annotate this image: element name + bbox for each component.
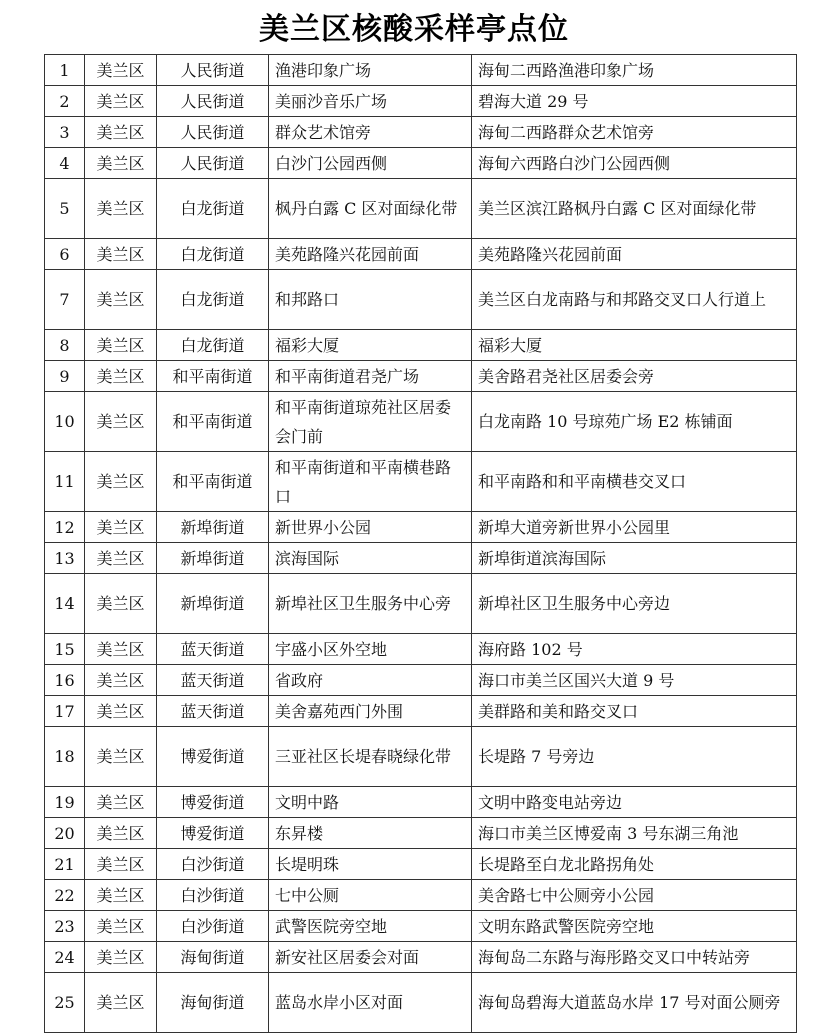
row-number: 21 [45,849,85,880]
table-row [45,942,797,973]
district-cell: 美兰区 [85,543,157,574]
table-row [45,880,797,911]
site-name-cell: 渔港印象广场 [269,55,472,86]
street-cell: 人民街道 [157,86,269,117]
site-name-cell: 新埠社区卫生服务中心旁 [269,574,472,634]
district-cell: 美兰区 [85,86,157,117]
street-cell: 新埠街道 [157,574,269,634]
table-row [45,270,797,330]
district-cell: 美兰区 [85,392,157,452]
table-row [45,86,797,117]
site-name-cell: 东昇楼 [269,818,472,849]
address-cell: 美舍路七中公厕旁小公园 [472,880,797,911]
street-cell: 新埠街道 [157,543,269,574]
site-name-cell: 和平南街道琼苑社区居委会门前 [269,392,472,452]
street-cell: 博爱街道 [157,727,269,787]
table-row [45,696,797,727]
address-cell: 文明中路变电站旁边 [472,787,797,818]
district-cell: 美兰区 [85,55,157,86]
address-cell: 海甸二西路群众艺术馆旁 [472,117,797,148]
row-number: 6 [45,239,85,270]
street-cell: 海甸街道 [157,973,269,1033]
address-cell: 长堤路 7 号旁边 [472,727,797,787]
site-name-cell: 七中公厕 [269,880,472,911]
district-cell: 美兰区 [85,452,157,512]
street-cell: 蓝天街道 [157,665,269,696]
district-cell: 美兰区 [85,942,157,973]
row-number: 14 [45,574,85,634]
row-number: 10 [45,392,85,452]
table-row [45,665,797,696]
address-cell: 海口市美兰区国兴大道 9 号 [472,665,797,696]
table-row [45,55,797,86]
site-name-cell: 新世界小公园 [269,512,472,543]
table-row [45,574,797,634]
row-number: 18 [45,727,85,787]
site-name-cell: 美丽沙音乐广场 [269,86,472,117]
table-row [45,452,797,512]
table-row [45,392,797,452]
district-cell: 美兰区 [85,117,157,148]
address-cell: 美兰区滨江路枫丹白露 C 区对面绿化带 [472,179,797,239]
district-cell: 美兰区 [85,880,157,911]
street-cell: 人民街道 [157,55,269,86]
row-number: 23 [45,911,85,942]
street-cell: 博爱街道 [157,787,269,818]
site-name-cell: 和邦路口 [269,270,472,330]
site-name-cell: 武警医院旁空地 [269,911,472,942]
row-number: 12 [45,512,85,543]
site-name-cell: 蓝岛水岸小区对面 [269,973,472,1033]
row-number: 2 [45,86,85,117]
row-number: 17 [45,696,85,727]
street-cell: 人民街道 [157,117,269,148]
row-number: 7 [45,270,85,330]
district-cell: 美兰区 [85,787,157,818]
district-cell: 美兰区 [85,634,157,665]
sampling-sites-table [44,54,797,1033]
row-number: 1 [45,55,85,86]
site-name-cell: 宇盛小区外空地 [269,634,472,665]
address-cell: 福彩大厦 [472,330,797,361]
row-number: 8 [45,330,85,361]
street-cell: 蓝天街道 [157,634,269,665]
address-cell: 新埠大道旁新世界小公园里 [472,512,797,543]
district-cell: 美兰区 [85,973,157,1033]
table-row [45,787,797,818]
street-cell: 人民街道 [157,148,269,179]
address-cell: 美舍路君尧社区居委会旁 [472,361,797,392]
site-name-cell: 白沙门公园西侧 [269,148,472,179]
district-cell: 美兰区 [85,179,157,239]
district-cell: 美兰区 [85,270,157,330]
address-cell: 新埠街道滨海国际 [472,543,797,574]
row-number: 13 [45,543,85,574]
street-cell: 海甸街道 [157,942,269,973]
district-cell: 美兰区 [85,696,157,727]
address-cell: 美兰区白龙南路与和邦路交叉口人行道上 [472,270,797,330]
site-name-cell: 省政府 [269,665,472,696]
document-title: 美兰区核酸采样亭点位 [259,12,569,47]
street-cell: 蓝天街道 [157,696,269,727]
district-cell: 美兰区 [85,574,157,634]
district-cell: 美兰区 [85,849,157,880]
row-number: 20 [45,818,85,849]
district-cell: 美兰区 [85,330,157,361]
street-cell: 白龙街道 [157,270,269,330]
row-number: 5 [45,179,85,239]
address-cell: 海甸岛碧海大道蓝岛水岸 17 号对面公厕旁 [472,973,797,1033]
table-body [45,55,797,1033]
address-cell: 海府路 102 号 [472,634,797,665]
street-cell: 新埠街道 [157,512,269,543]
row-number: 4 [45,148,85,179]
site-name-cell: 和平南街道和平南横巷路口 [269,452,472,512]
district-cell: 美兰区 [85,727,157,787]
address-cell: 和平南路和和平南横巷交叉口 [472,452,797,512]
site-name-cell: 和平南街道君尧广场 [269,361,472,392]
street-cell: 白沙街道 [157,880,269,911]
table-row [45,849,797,880]
address-cell: 海甸六西路白沙门公园西侧 [472,148,797,179]
street-cell: 和平南街道 [157,452,269,512]
street-cell: 白沙街道 [157,849,269,880]
table-row [45,727,797,787]
address-cell: 文明东路武警医院旁空地 [472,911,797,942]
address-cell: 海口市美兰区博爱南 3 号东湖三角池 [472,818,797,849]
address-cell: 长堤路至白龙北路拐角处 [472,849,797,880]
street-cell: 白龙街道 [157,179,269,239]
street-cell: 和平南街道 [157,392,269,452]
site-name-cell: 新安社区居委会对面 [269,942,472,973]
street-cell: 和平南街道 [157,361,269,392]
district-cell: 美兰区 [85,361,157,392]
address-cell: 白龙南路 10 号琼苑广场 E2 栋铺面 [472,392,797,452]
street-cell: 白龙街道 [157,239,269,270]
table-row [45,148,797,179]
table-row [45,543,797,574]
site-name-cell: 福彩大厦 [269,330,472,361]
address-cell: 美群路和美和路交叉口 [472,696,797,727]
district-cell: 美兰区 [85,818,157,849]
district-cell: 美兰区 [85,512,157,543]
site-name-cell: 美舍嘉苑西门外围 [269,696,472,727]
table-row [45,512,797,543]
site-name-cell: 三亚社区长堤春晓绿化带 [269,727,472,787]
row-number: 22 [45,880,85,911]
table-row [45,634,797,665]
table-row [45,330,797,361]
street-cell: 白沙街道 [157,911,269,942]
table-row [45,117,797,148]
table-row [45,179,797,239]
street-cell: 博爱街道 [157,818,269,849]
table-row [45,361,797,392]
row-number: 16 [45,665,85,696]
site-name-cell: 长堤明珠 [269,849,472,880]
table-row [45,239,797,270]
address-cell: 碧海大道 29 号 [472,86,797,117]
street-cell: 白龙街道 [157,330,269,361]
site-name-cell: 群众艺术馆旁 [269,117,472,148]
table-row [45,911,797,942]
row-number: 24 [45,942,85,973]
address-cell: 海甸二西路渔港印象广场 [472,55,797,86]
address-cell: 海甸岛二东路与海彤路交叉口中转站旁 [472,942,797,973]
row-number: 25 [45,973,85,1033]
district-cell: 美兰区 [85,911,157,942]
site-name-cell: 美苑路隆兴花园前面 [269,239,472,270]
site-name-cell: 文明中路 [269,787,472,818]
row-number: 9 [45,361,85,392]
table-row [45,973,797,1033]
row-number: 3 [45,117,85,148]
row-number: 15 [45,634,85,665]
site-name-cell: 枫丹白露 C 区对面绿化带 [269,179,472,239]
site-name-cell: 滨海国际 [269,543,472,574]
row-number: 11 [45,452,85,512]
address-cell: 美苑路隆兴花园前面 [472,239,797,270]
address-cell: 新埠社区卫生服务中心旁边 [472,574,797,634]
district-cell: 美兰区 [85,665,157,696]
row-number: 19 [45,787,85,818]
district-cell: 美兰区 [85,148,157,179]
district-cell: 美兰区 [85,239,157,270]
table-row [45,818,797,849]
